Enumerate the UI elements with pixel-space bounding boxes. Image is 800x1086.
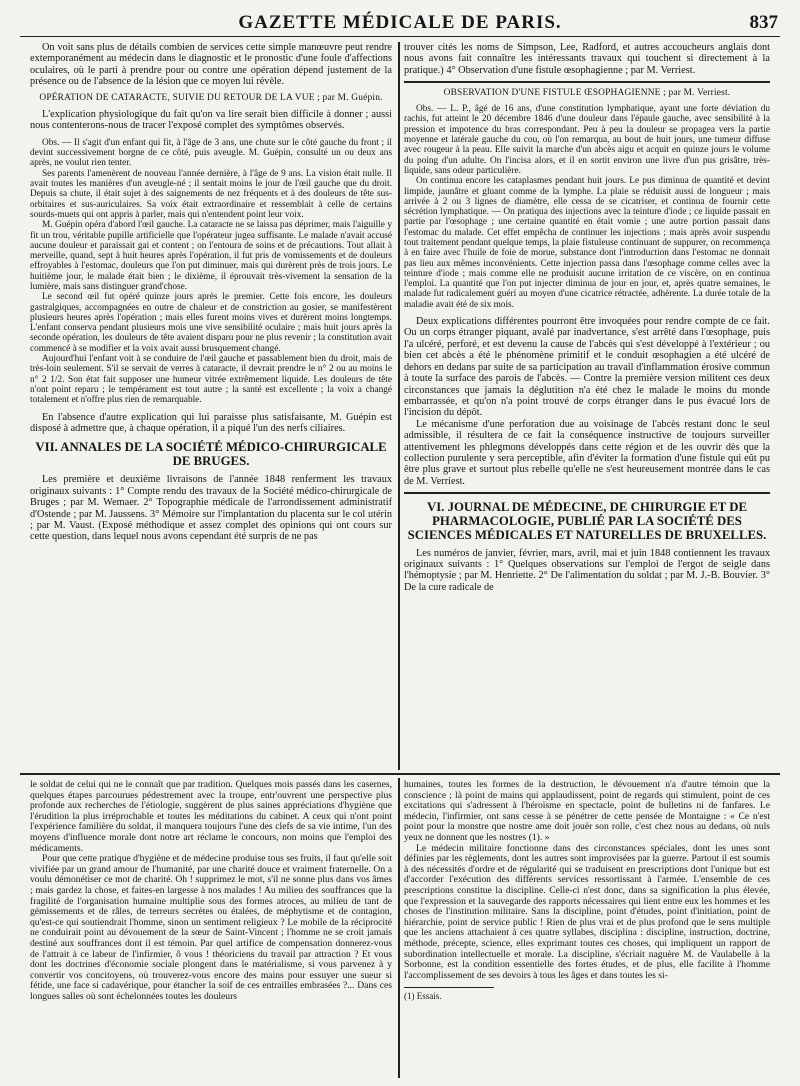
paragraph: humaines, toutes les formes de la destruction, le dévouement n'a d'autre témoin que la conscience ; là point de mains qui applaudissent, point de regards qui stimulent, point de ces excitations qui s'adressent à l'héroïsme en spectacle, point de bulletins ni de fanfares. Le médecin, l'infirmier, ont sans cesse à se pénétrer de cette pensée de Montaigne : « Ce n'est point pour la monstre que nostre ame doit jouër son rolle, c'est chez nous au dedans, où nuls yeux ne donnent que les nostres (1). » (404, 780, 770, 843)
bottom-left-column (30, 780, 392, 1075)
page-number: 837 (749, 12, 778, 33)
observation-paragraph: M. Guépin opéra d'abord l'œil gauche. La cataracte ne se laissa pas déprimer, mais l'aiguille y fit un trou, véritable pupille artificielle que l'opérateur jugea suffisante. Le malade n'avait accusé aucune douleur et paraissait gai et content ; on l'entoura de soins et de précautions. Tout allait à merveille, quand, sept à huit heures après l'opération, il fut pris de vomissements et de douleurs effroyables à l'estomac, douleurs que l'on put diminuer, mais qui durèrent près de trois jours. Le huitième jour, le malade était bien ; le dixième, il éprouvait très-vivement la sensation de la lumière, mais sans distinguer grand'chose. (30, 220, 392, 292)
paragraph: Les première et deuxième livraisons de l'année 1848 renferment les travaux originaux suivants : 1° Compte rendu des travaux de la Société médico-chirurgicale de Bruges ; par M. Wemaer. 2° Topographie médicale de l'arrondissement administratif d'Ostende ; par M. Jaussens. 3° Mémoire sur l'implantation du placenta sur le col utérin ; par M. Vaust. (Exposé méthodique et assez complet des opinions qui ont cours sur cette question, dans lequel nous avons cependant été surpris de ne pas (30, 474, 392, 543)
section-divider (20, 773, 780, 775)
page-title: GAZETTE MÉDICALE DE PARIS. (238, 12, 562, 33)
observation-paragraph: Ses parents l'amenèrent de nouveau l'année dernière, à l'âge de 9 ans. La vision était nulle. Il avait toutes les manières d'un aveugle-né ; il sentait moins le jour de l'œil gauche que du droit. Depuis sa chute, il était sujet à des saignements de nez fréquents et à des douleurs de tête sus-orbitaires et sus-auriculaires. Sa voix était extraordinaire et ressemblait à celle de certains sourds-muets qui ont appris à parler, mais qui n'entendent point leur voix. (30, 168, 392, 220)
paragraph: Le mécanisme d'une perforation due au voisinage de l'abcès restant donc le seul admissible, il résultera de ce fait la conséquence instructive de toujours surveiller attentivement les phlegmons développés dans cette région et de les ouvrir dès que la collection purulente y sera perceptible, afin d'éviter la formation d'une fistule qui eût pu être plus grave et surtout plus rebelle qu'elle ne s'est heureusement montrée dans le cas de M. Verriest. (404, 418, 770, 487)
divider (404, 492, 770, 494)
paragraph: En l'absence d'autre explication qui lui paraisse plus satisfaisante, M. Guépin est disposé à admettre que, à chaque opération, il a piqué l'un des nerfs ciliaires. (30, 411, 392, 434)
column-divider (398, 778, 400, 1078)
section-heading-vi: VI. JOURNAL DE MÉDECINE, DE CHIRURGIE ET DE PHARMACOLOGIE, PUBLIÉ PAR LA SOCIÉTÉ DES SCIENCES MÉDICALES ET NATURELLES DE BRUXELLES. (407, 499, 767, 542)
right-column (404, 42, 770, 767)
subheading-cataracte: OPÉRATION DE CATARACTE, SUIVIE DU RETOUR DE LA VUE ; par M. Guépin. (39, 92, 383, 103)
paragraph: Deux explications différentes pourront être invoquées pour rendre compte de ce fait. Ou un corps étranger piquant, avalé par inadvertance, s'est arrêté dans l'œsophage, puis l'a ulcéré, perforé, et est devenu la cause de l'abcès qui s'est développé à l'extérieur ; ou bien cet abcès a été le phénomène primitif et le conduit œsophagien a été ulcéré de dehors en dedans par suite de sa participation au travail d'inflammation érosive commun à toute la surface des parois de l'abcès. — Contre la première version militent ces deux circonstances que jamais la déglutition n'a été chez le malade le moins du monde embarrassée, et qu'on n'a point trouvé de corps étranger dans le pus évacué lors de l'incision du dépôt. (404, 316, 770, 419)
footnote-rule (404, 987, 494, 988)
paragraph: le soldat de celui qui ne le connaît que par tradition. Quelques mois passés dans les casernes, quelques étapes parcourues pédestrement avec la troupe, entr'ouvrent une perspective plus profonde aux recherches de l'étiologie, suggèrent de plus saines appréciations d'hygiène que l'érudition la plus irréprochable et toutes les méditations du cabinet. A ceux qui n'ont point l'expérience familière du soldat, il manquera toujours l'une des clefs de sa vie intime, l'un des moyens d'influence morale dont notre art réclame le concours, non moins que l'emploi des médicaments. (30, 780, 392, 854)
paragraph: Les numéros de janvier, février, mars, avril, mai et juin 1848 contiennent les travaux originaux suivants : 1° Quelques observations sur l'emploi de l'ergot de seigle dans l'hémoptysie ; par M. Henriette. 2° De l'alimentation du soldat ; par M. J.-B. Bouvier. 3° De la cure radicale de (404, 547, 770, 593)
divider (404, 81, 770, 83)
left-column (30, 42, 392, 767)
observation-paragraph: Obs. — L. P., âgé de 16 ans, d'une constitution lymphatique, ayant une forte déviation du rachis, fut atteint le 20 décembre 1846 d'une douleur dans l'épaule gauche, avec sensibilité à la pression et impotence du bras correspondant. Peu à peu la douleur se propagea vers la partie moyenne et latérale gauche du cou, où l'on remarqua, au bout de huit jours, une tumeur diffuse avec rougeur à la peau. Elle suivit la marche d'un abcès aigu et acquit en quinze jours le volume du poing d'un adulte. On l'incisa alors, et il en sortit environ une livre d'un pus grisâtre, très-liquide, sans odeur particulière. (404, 104, 770, 176)
page-header (20, 10, 780, 37)
column-divider (398, 42, 400, 770)
observation-paragraph: Aujourd'hui l'enfant voit à se conduire de l'œil gauche et passablement bien du droit, mais de très-loin seulement. S'il se servait de verres à cataracte, il devrait prendre le n° 2 ou au moins le n° 2 1/2. Son état fait supposer une humeur vitrée extrêmement liquide. Les douleurs de tête n'ont point reparu ; le tempérament est tout autre ; la santé est excellente ; la voix a changé totalement et n'offre plus rien de remarquable. (30, 354, 392, 406)
observation-paragraph: Le second œil fut opéré quinze jours après le premier. Cette fois encore, les douleurs gastralgiques, accompagnées en outre de chaleur et de constriction au gosier, se manifestèrent plusieurs heures après l'opération ; mais elles furent moins vives et durèrent moins longtemps. L'enfant conserva pendant plusieurs mois une vive sensibilité oculaire ; mais huit jours après la seconde opération, les douleurs de tête avaient disparu pour ne plus revenir ; la constitution avait commencé à se modifier et la voix avait aussi brusquement changé. (30, 292, 392, 354)
paragraph: trouver cités les noms de Simpson, Lee, Radford, et autres accoucheurs anglais dont nous avons fait connaître les intéressants travaux qui touchent si directement à la pratique.) 4° Observation d'une fistule œsophagienne ; par M. Verriest. (404, 42, 770, 76)
paragraph: L'explication physiologique du fait qu'on va lire serait bien difficile à donner ; aussi nous contenterons-nous de tracer l'exposé complet des symptômes observés. (30, 109, 392, 132)
subheading-fistule: OBSERVATION D'UNE FISTULE ŒSOPHAGIENNE ; par M. Verriest. (443, 87, 731, 98)
paragraph: Le médecin militaire fonctionne dans des circonstances spéciales, dont les unes sont définies par les règlements, dont les autres sont improvisées par la guerre. Partout il est soumis à des nécessités d'ordre et de régularité qui se traduisent en prescriptions dont l'unique but est d'accorder l'exécution des différents services ressortissant à l'armée. L'ensemble de ces prescriptions constitue la discipline. Celle-ci n'est donc, dans sa signification la plus élevée, que l'expression et la sauvegarde des rapports nécessaires qui lient entre eux les hommes et les choses de l'institution militaire. Sans la discipline, point d'études, point d'initiation, point de hiérarchie, point de service public ! Rien de plus vrai et de plus profond que le sens multiple que les anciens attachaient à ces quatre syllabes, disciplina : discipline, instruction, doctrine, méthode, précepte, science, elles exprimant toutes ces choses, qui impliquent un rapport de subordination intellectuelle et morale. La discipline, s'écriait naguère M. de Vaulabelle à la Sorbonne, est la condition essentielle des fortes études, et de plus, elle facilite à l'homme l'accomplissement de ses devoirs à tous les âges et dans toutes les si- (404, 842, 770, 981)
paragraph: Pour que cette pratique d'hygiène et de médecine produise tous ses fruits, il faut qu'elle soit vivifiée par un grand amour de l'humanité, par une charité douce et vraiment fraternelle. On a voulu démonétiser ce mot de charité. Oh ! supprimez le mot, s'il ne sonne plus dans vos âmes ; mais gardez la chose, et faites-en largesse à nos malades ! Au milieu des souffrances que la fragilité de l'organisation humaine multiplie sous des formes atroces, au milieu de tant de gémissements et de râles, de terreurs secrètes ou étalées, de méphytisme et de contagion, qu'est-ce qui soutiendrait l'homme, sinon un sentiment religieux ? Le mobile de la réciprocité ne conduirait point au dévouement de la sœur de Saint-Vincent ; l'homme ne se croit jamais destiné aux souffrances dont il est témoin. Par quel artifice de compensation donnerez-vous de l'attrait à ce labeur de l'infirmier, ô vous ! théoriciens du travail par attraction ? Et vous dont les doctrines d'économie sociale plongent dans le matérialisme, si vous parvenez à y convertir vos concitoyens, où trouverez-vous encore des mains pour essuyer une sueur si fétide, une face si cadavérique, pour étancher la soif de ces entrailles embrasées ?... Dans ces longues salles où sont échelonnées toutes les douleurs (30, 853, 392, 1002)
observation-paragraph: Obs. — Il s'agit d'un enfant qui fit, à l'âge de 3 ans, une chute sur le côté gauche du front ; il devint successivement borgne de ce côté, puis aveugle. M. Guépin, consulté un ou deux ans après, ne voulut rien tenter. (30, 137, 392, 169)
section-heading-vii: VII. ANNALES DE LA SOCIÉTÉ MÉDICO-CHIRURGICALE DE BRUGES. (35, 440, 387, 469)
paragraph: On voit sans plus de détails combien de services cette simple manœuvre peut rendre extemporanément au médecin dans le diagnostic et le pronostic d'une foule d'affections oculaires, où le parti à prendre pour ou contre une opération dépend justement de la présence ou de l'absence de la lésion que ce moyen lui révèle. (30, 42, 392, 88)
footnote: (1) Essais. (404, 991, 442, 1002)
observation-paragraph: On continua encore les cataplasmes pendant huit jours. Le pus diminua de quantité et devint limpide, jaunâtre et gluant comme de la lymphe. La plaie se réduisit aussi de longueur ; mais arrivée à 2 ou 3 lignes de diamètre, elle cessa de se cicatriser, et continua de fournir cette sécrétion lymphatique. — On pratiqua des injections avec la teinture d'iode ; ce liquide passait en partie par l'œsophage ; une certaine quantité en était vomie ; une autre portion passait dans l'estomac du malade. Cet effet empêcha de continuer les injections ; mais après avoir suspendu tout traitement pendant quelque temps, la plaie fistuleuse continuant de suppurer, on recommença à en faire avec l'huile de foie de morue, substance dont l'introduction dans l'estomac ne donnait pas lieu aux mêmes inconvénients. Cette injection passa dans l'œsophage comme celles avec la teinture d'iode ; mais comme elle ne produisit aucune irritation de ce viscère, on en continua l'emploi. La quantité que l'on put injecter diminua de jour en jour, et, après quatre semaines, le malade fut radicalement guéri au moyen d'une cicatrice rétractée, adhérente. La durée totale de la maladie avait été de six mois. (404, 176, 770, 310)
bottom-right-column (404, 780, 770, 1075)
